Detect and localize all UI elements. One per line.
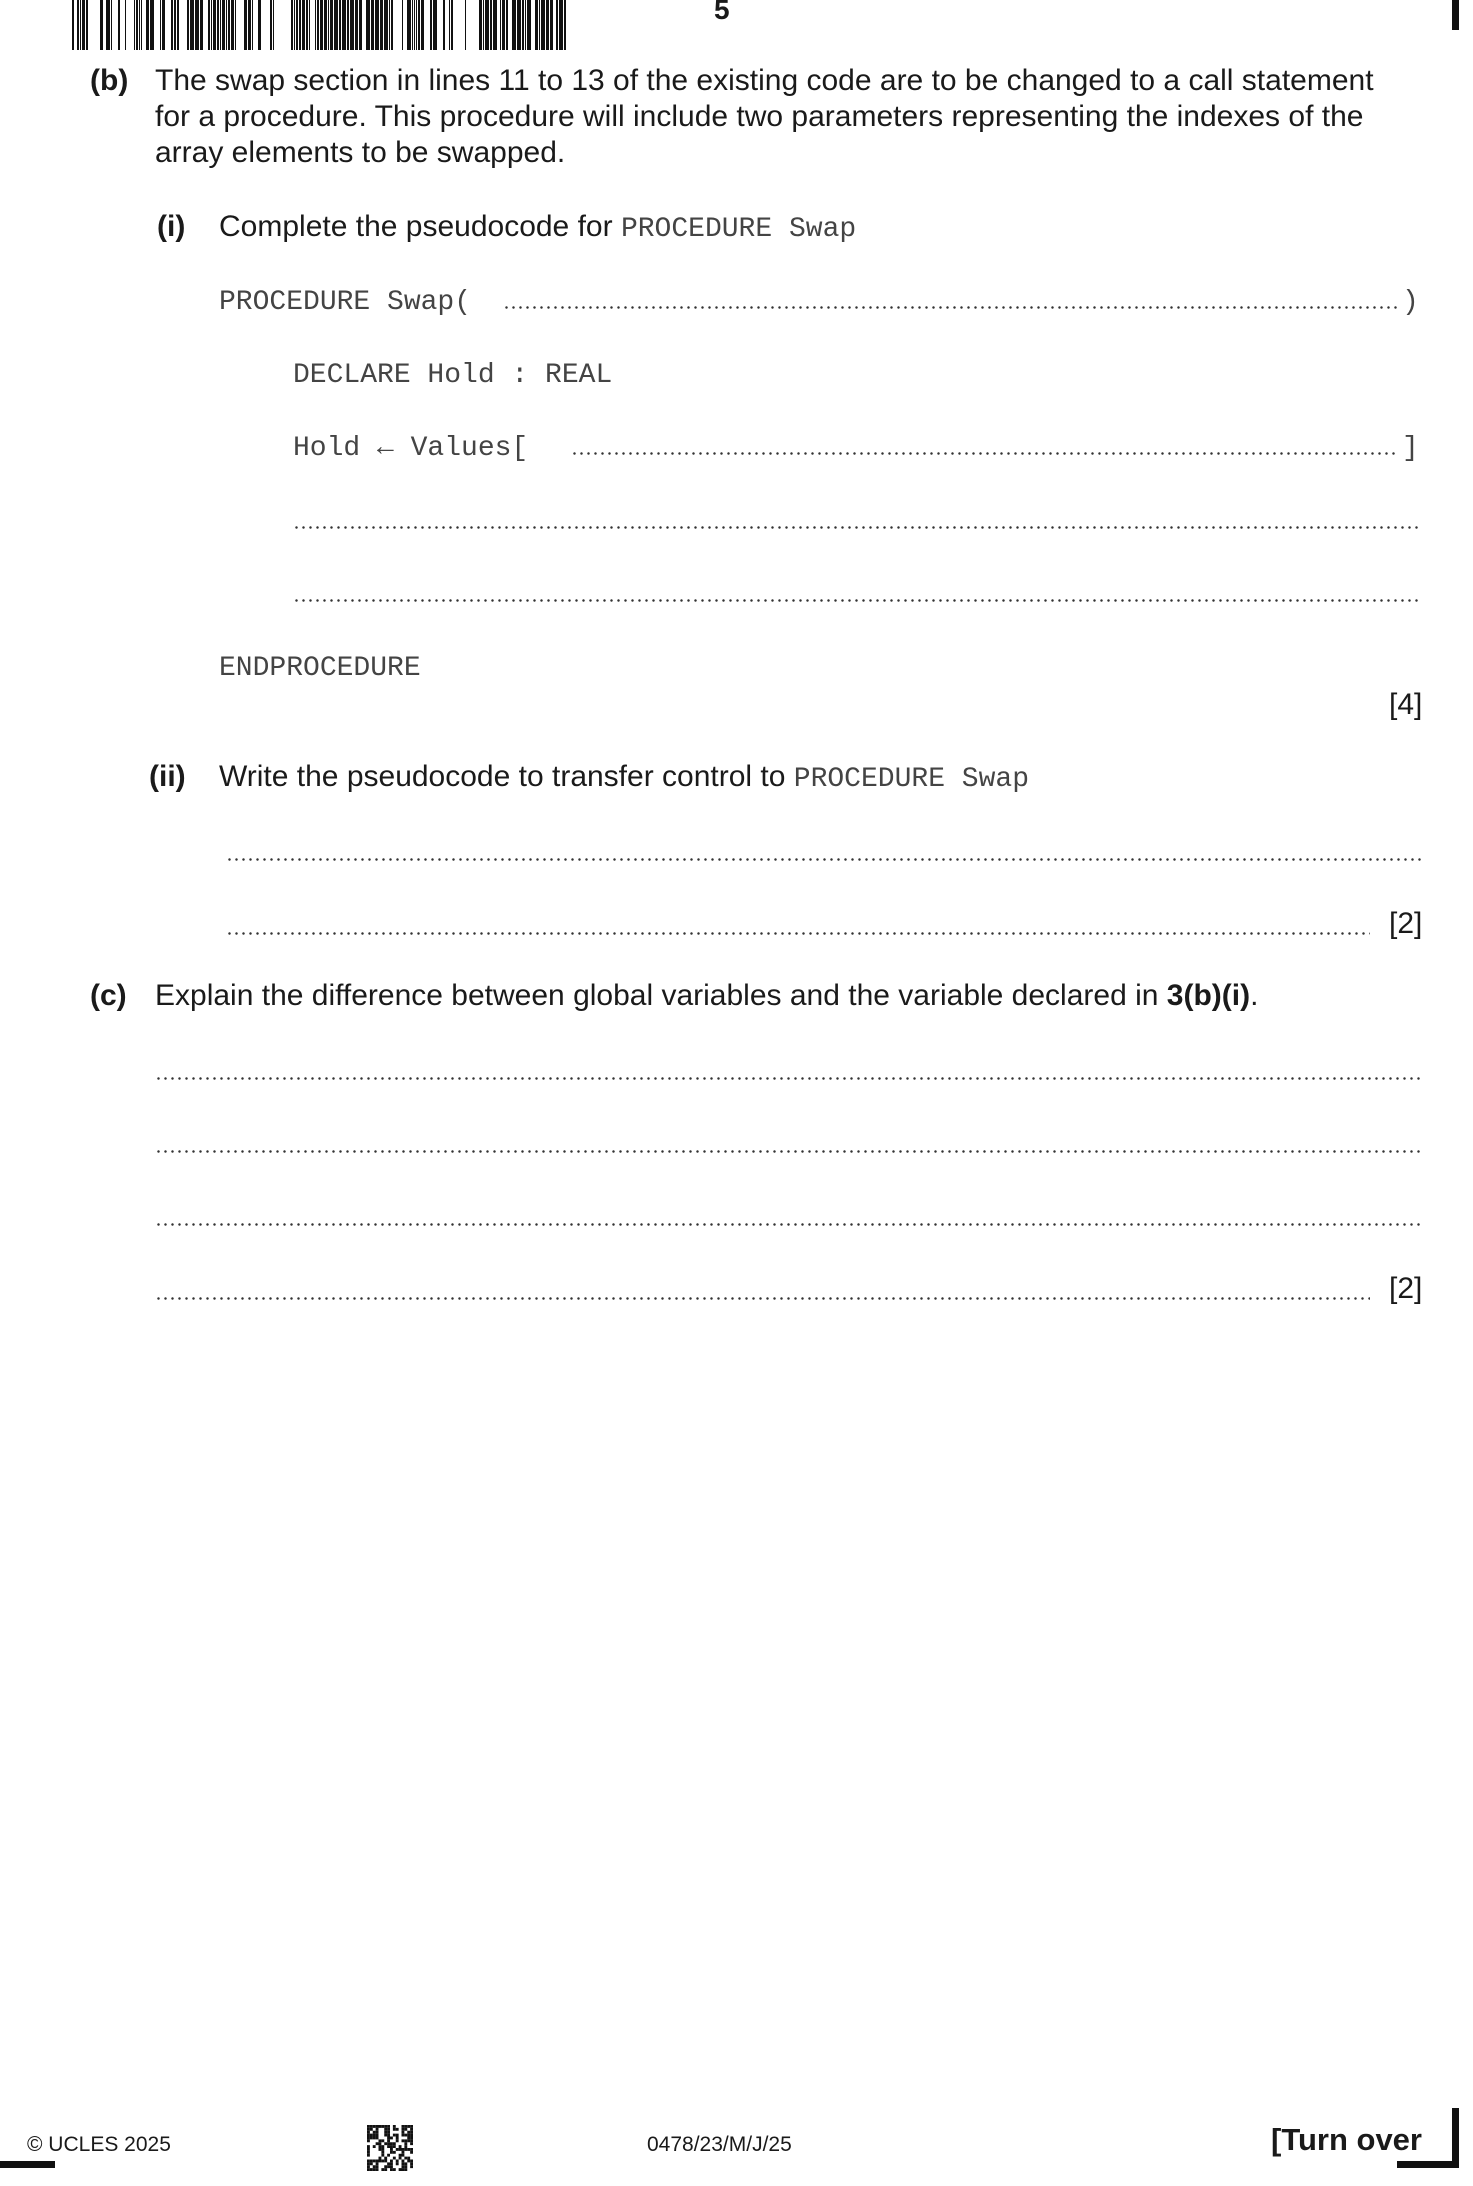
answer-line-explain-3[interactable] [155,1223,1421,1226]
turn-over: [Turn over [1271,2122,1422,2157]
sub-i-prompt-text: Complete the pseudocode for [219,210,621,243]
answer-line-code-1[interactable] [293,526,1421,529]
sub-ii-marks: [2] [1389,907,1423,940]
part-b-line-2: for a procedure. This procedure will include two parameters representing the indexes of the [155,100,1364,133]
sub-i-prompt [219,209,856,248]
qr-code [367,2125,413,2171]
answer-line-explain-1[interactable] [155,1077,1421,1080]
code-hold: Hold ← Values[ [293,433,529,464]
sub-i-marks: [4] [1389,688,1423,721]
sub-ii-prompt [219,759,1029,798]
answer-line-explain-4[interactable] [155,1297,1370,1300]
part-b-line-1: The swap section in lines 11 to 13 of the existing code are to be changed to a call statement [155,64,1374,97]
part-b-label: (b) [90,64,129,97]
corner-mark-bottom-right-v [1452,2108,1459,2168]
code-declare: DECLARE Hold : REAL [293,360,613,391]
barcode [72,0,578,50]
sub-i-prompt-code: PROCEDURE Swap [620,214,857,245]
code-endprocedure: ENDPROCEDURE [219,653,421,684]
answer-line-parameters[interactable] [503,306,1399,309]
answer-line-call-2[interactable] [226,932,1370,935]
answer-line-call-1[interactable] [226,858,1421,861]
answer-line-code-2[interactable] [293,599,1421,602]
part-c-end: . [1250,979,1259,1012]
answer-line-explain-2[interactable] [155,1150,1421,1153]
part-c-reference: 3(b)(i) [1166,979,1251,1012]
part-c-marks: [2] [1389,1272,1423,1305]
corner-mark-bottom-right-h [1397,2161,1459,2168]
page-number: 5 [714,0,730,25]
part-c-text: Explain the difference between global variables and the variable declared in [155,979,1167,1012]
copyright: © UCLES 2025 [27,2133,171,2156]
part-c-label: (c) [90,979,127,1012]
corner-mark-bottom-left [0,2161,55,2168]
sub-ii-prompt-code: PROCEDURE Swap [793,764,1030,795]
part-b-line-3: array elements to be swapped. [155,136,566,169]
code-hold-close: ] [1402,433,1419,464]
sub-ii-label: (ii) [149,760,186,793]
answer-line-hold-index[interactable] [571,452,1399,455]
part-c-question [155,978,1258,1014]
sub-i-label: (i) [157,210,186,243]
paper-code: 0478/23/M/J/25 [647,2133,792,2156]
code-procedure-close: ) [1402,287,1419,318]
corner-mark-top-right [1452,0,1459,30]
code-procedure-open: PROCEDURE Swap( [219,287,472,318]
sub-ii-prompt-text: Write the pseudocode to transfer control to [219,760,794,793]
